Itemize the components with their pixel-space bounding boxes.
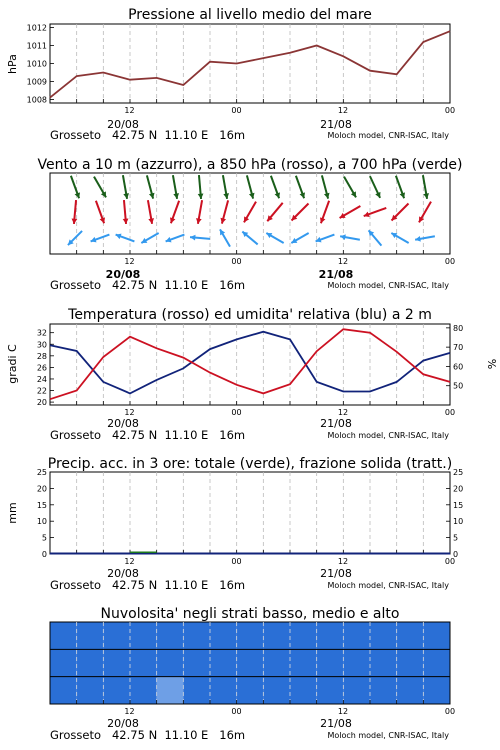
wind-arrow xyxy=(340,206,361,218)
x-tick-label: 12 xyxy=(337,557,349,566)
cloud-cell xyxy=(103,649,130,676)
pressure-panel xyxy=(6,7,455,142)
wind-arrow xyxy=(369,230,382,245)
cloud-cell xyxy=(50,649,77,676)
cloud-cell xyxy=(183,649,210,676)
y-right-tick-label: 15 xyxy=(453,500,464,510)
wind-arrow xyxy=(196,200,202,224)
x-tick-label: 00 xyxy=(444,106,456,115)
cloud-cell xyxy=(423,649,450,676)
temperature-location: Grosseto 42.75 N 11.10 E 16m xyxy=(50,428,246,442)
y-tick-label: 25 xyxy=(36,468,47,477)
cloud-cell xyxy=(343,622,370,649)
cloud-cell xyxy=(237,649,264,676)
cloud-cell xyxy=(263,649,290,676)
y-right-tick-label: 20 xyxy=(453,484,464,494)
precipitation-y-ticks-right xyxy=(446,468,463,559)
precipitation-bar xyxy=(130,552,157,554)
x-tick-label: 00 xyxy=(231,408,242,417)
cloud-cell xyxy=(103,677,130,704)
wind-credit: Moloch model, CNR-ISAC, Italy xyxy=(327,281,449,290)
cloud-cell xyxy=(237,677,264,704)
y-tick-label: 1009 xyxy=(26,77,47,87)
pressure-credit: Moloch model, CNR-ISAC, Italy xyxy=(327,131,449,140)
y-tick-label: 24 xyxy=(36,374,47,384)
wind-arrow xyxy=(198,175,204,199)
cloud-cell xyxy=(77,677,104,704)
y-right-tick-label: 70 xyxy=(453,343,464,353)
y-tick-label: 1012 xyxy=(26,23,47,33)
cloud-x-ticks xyxy=(124,707,455,716)
wind-arrow xyxy=(247,175,255,198)
wind-date-1: 20/08 xyxy=(105,268,141,281)
wind-date-2: 21/08 xyxy=(318,268,354,281)
cloud-cells xyxy=(50,622,450,704)
y-tick-label: 30 xyxy=(36,340,47,350)
wind-arrow xyxy=(123,175,129,199)
temperature-credit: Moloch model, CNR-ISAC, Italy xyxy=(327,431,449,440)
wind-arrow xyxy=(267,203,282,221)
cloud-cell xyxy=(370,649,397,676)
cloud-cell xyxy=(397,649,424,676)
x-tick-label: 12 xyxy=(337,408,349,417)
y-tick-label: 28 xyxy=(36,351,47,361)
pressure-x-ticks xyxy=(124,106,455,115)
temperature-date-2: 21/08 xyxy=(320,417,352,430)
cloud-cell xyxy=(423,622,450,649)
cloud-cell xyxy=(50,622,77,649)
y-right-tick-label: 5 xyxy=(453,533,459,543)
y-tick-label: 15 xyxy=(36,500,47,510)
precipitation-grid xyxy=(77,472,424,554)
x-tick-label: 00 xyxy=(231,257,242,266)
x-tick-label: 12 xyxy=(124,557,135,566)
precipitation-title: Precip. acc. in 3 ore: totale (verde), frazione solida (tratt.) xyxy=(47,456,453,472)
wind-arrow xyxy=(220,229,230,246)
cloud-cell xyxy=(263,677,290,704)
precipitation-x-ticks xyxy=(124,557,455,566)
cloud-cell xyxy=(77,622,104,649)
precipitation-location: Grosseto 42.75 N 11.10 E 16m xyxy=(50,578,246,592)
cloud-date-2: 21/08 xyxy=(320,717,352,730)
temperature-date-1: 20/08 xyxy=(107,417,139,430)
cloud-cell xyxy=(317,622,344,649)
precipitation-plot-area xyxy=(50,472,450,554)
y-right-tick-label: 25 xyxy=(453,468,464,477)
wind-arrow xyxy=(223,175,229,199)
wind-arrow xyxy=(242,232,257,245)
wind-arrow xyxy=(173,175,179,199)
y-right-tick-label: 50 xyxy=(453,381,464,391)
cloud-cell xyxy=(397,677,424,704)
cloud-cell xyxy=(130,622,157,649)
y-tick-label: 0 xyxy=(41,550,47,559)
pressure-line xyxy=(50,31,450,97)
humidity-y-label: % xyxy=(485,358,498,370)
cloud-cell xyxy=(210,622,237,649)
y-tick-label: 5 xyxy=(41,533,47,543)
temperature-line xyxy=(50,329,450,399)
temperature-y-ticks xyxy=(37,329,54,407)
cloud-cell xyxy=(237,622,264,649)
wind-arrow xyxy=(370,176,381,198)
wind-arrow xyxy=(190,235,210,241)
wind-arrow xyxy=(148,200,154,224)
wind-arrow xyxy=(292,204,309,221)
wind-arrow-head xyxy=(198,193,204,198)
x-tick-label: 12 xyxy=(337,257,349,266)
wind-arrows xyxy=(68,175,435,247)
temperature-y-label: gradi C xyxy=(6,344,19,384)
precipitation-date-2: 21/08 xyxy=(320,567,352,580)
cloud-cell xyxy=(317,649,344,676)
cloud-title: Nuvolosita' negli strati basso, medio e alto xyxy=(100,606,400,622)
pressure-title: Pressione al livello medio del mare xyxy=(128,7,372,23)
temperature-humidity-series xyxy=(50,329,450,399)
pressure-location: Grosseto 42.75 N 11.10 E 16m xyxy=(50,128,246,142)
wind-arrow xyxy=(392,204,409,221)
wind-arrow xyxy=(391,233,408,243)
cloud-cell xyxy=(157,649,184,676)
x-tick-label: 12 xyxy=(337,106,349,115)
cloud-cell xyxy=(423,677,450,704)
wind-arrow xyxy=(423,175,429,199)
precipitation-bars xyxy=(50,552,450,554)
cloud-cell xyxy=(370,622,397,649)
x-tick-label: 00 xyxy=(231,106,242,115)
humidity-line xyxy=(50,332,450,394)
cloud-cell xyxy=(343,677,370,704)
y-tick-label: 1011 xyxy=(26,41,47,51)
cloud-cell xyxy=(210,649,237,676)
precipitation-panel xyxy=(6,456,463,592)
x-tick-label: 12 xyxy=(124,106,135,115)
y-tick-label: 22 xyxy=(36,386,47,396)
y-tick-label: 32 xyxy=(36,328,47,338)
wind-arrow xyxy=(116,234,135,242)
x-tick-label: 12 xyxy=(124,257,135,266)
wind-arrow xyxy=(147,175,155,198)
wind-arrow-head xyxy=(123,218,129,223)
y-right-tick-label: 0 xyxy=(453,550,459,559)
wind-arrow xyxy=(244,202,256,223)
cloud-panel xyxy=(50,606,455,742)
cloud-credit: Moloch model, CNR-ISAC, Italy xyxy=(327,731,449,740)
wind-arrow xyxy=(344,177,356,198)
temperature-panel xyxy=(6,307,498,442)
x-tick-label: 00 xyxy=(231,557,242,566)
y-tick-label: 26 xyxy=(36,363,47,373)
wind-arrow xyxy=(396,176,405,199)
wind-title: Vento a 10 m (azzurro), a 850 hPa (rosso), a 700 hPa (verde) xyxy=(37,157,463,173)
wind-arrow xyxy=(322,175,330,198)
wind-arrow xyxy=(141,233,158,243)
wind-arrow xyxy=(419,202,431,223)
cloud-cell xyxy=(77,649,104,676)
wind-arrow xyxy=(415,236,435,242)
y-right-tick-label: 60 xyxy=(453,362,464,372)
wind-arrow xyxy=(364,208,387,217)
cloud-location: Grosseto 42.75 N 11.10 E 16m xyxy=(50,728,246,742)
wind-arrow xyxy=(123,200,129,224)
y-tick-label: 10 xyxy=(36,517,47,527)
wind-arrow xyxy=(91,235,110,243)
pressure-grid xyxy=(77,24,424,103)
y-tick-label: 20 xyxy=(36,484,47,494)
y-tick-label: 1010 xyxy=(26,59,47,69)
precipitation-y-ticks xyxy=(37,468,54,559)
y-tick-label: 20 xyxy=(36,398,47,408)
cloud-cell xyxy=(343,649,370,676)
precipitation-date-1: 20/08 xyxy=(107,567,139,580)
cloud-cell xyxy=(290,677,317,704)
x-tick-label: 00 xyxy=(444,257,456,266)
cloud-cell xyxy=(130,649,157,676)
wind-arrow xyxy=(266,233,283,243)
x-tick-label: 00 xyxy=(444,557,456,566)
wind-location: Grosseto 42.75 N 11.10 E 16m xyxy=(50,278,246,292)
wind-arrow xyxy=(320,201,329,224)
pressure-date-1: 20/08 xyxy=(107,118,139,131)
wind-arrow xyxy=(94,177,106,198)
cloud-cell xyxy=(290,649,317,676)
wind-arrow xyxy=(271,176,280,199)
wind-arrow xyxy=(291,233,308,243)
y-right-tick-label: 10 xyxy=(453,517,464,527)
wind-arrow xyxy=(296,176,305,199)
pressure-y-label: hPa xyxy=(6,54,19,74)
pressure-series xyxy=(50,31,450,97)
x-tick-label: 00 xyxy=(444,408,456,417)
cloud-date-1: 20/08 xyxy=(107,717,139,730)
wind-arrow xyxy=(316,235,335,243)
cloud-cell xyxy=(397,622,424,649)
temperature-title: Temperatura (rosso) ed umidita' relativa (blu) a 2 m xyxy=(68,307,432,323)
x-tick-label: 00 xyxy=(231,707,242,716)
pressure-plot-area xyxy=(50,24,450,103)
x-tick-label: 12 xyxy=(124,707,135,716)
precipitation-y-label: mm xyxy=(6,502,19,524)
cloud-cell xyxy=(157,622,184,649)
wind-arrow xyxy=(71,176,80,199)
cloud-cell xyxy=(183,622,210,649)
wind-arrow-head xyxy=(190,235,195,241)
cloud-cell xyxy=(317,677,344,704)
cloud-cell xyxy=(183,677,210,704)
x-tick-label: 12 xyxy=(337,707,349,716)
cloud-cell xyxy=(103,622,130,649)
y-right-tick-label: 80 xyxy=(453,323,464,333)
y-tick-label: 1008 xyxy=(26,95,47,105)
wind-panel xyxy=(37,157,462,292)
cloud-cell xyxy=(263,622,290,649)
cloud-cell xyxy=(210,677,237,704)
cloud-cell xyxy=(130,677,157,704)
wind-arrow xyxy=(166,235,185,243)
pressure-date-2: 21/08 xyxy=(320,118,352,131)
wind-arrow xyxy=(68,231,82,245)
x-tick-label: 00 xyxy=(444,707,456,716)
cloud-cell xyxy=(370,677,397,704)
wind-arrow xyxy=(220,200,228,223)
x-tick-label: 12 xyxy=(124,408,135,417)
precipitation-credit: Moloch model, CNR-ISAC, Italy xyxy=(327,581,449,590)
cloud-cell xyxy=(290,622,317,649)
cloud-cell xyxy=(50,677,77,704)
temperature-x-ticks xyxy=(124,408,455,417)
wind-arrow xyxy=(170,201,179,224)
wind-x-ticks xyxy=(124,257,455,266)
cloud-cell xyxy=(157,677,184,704)
